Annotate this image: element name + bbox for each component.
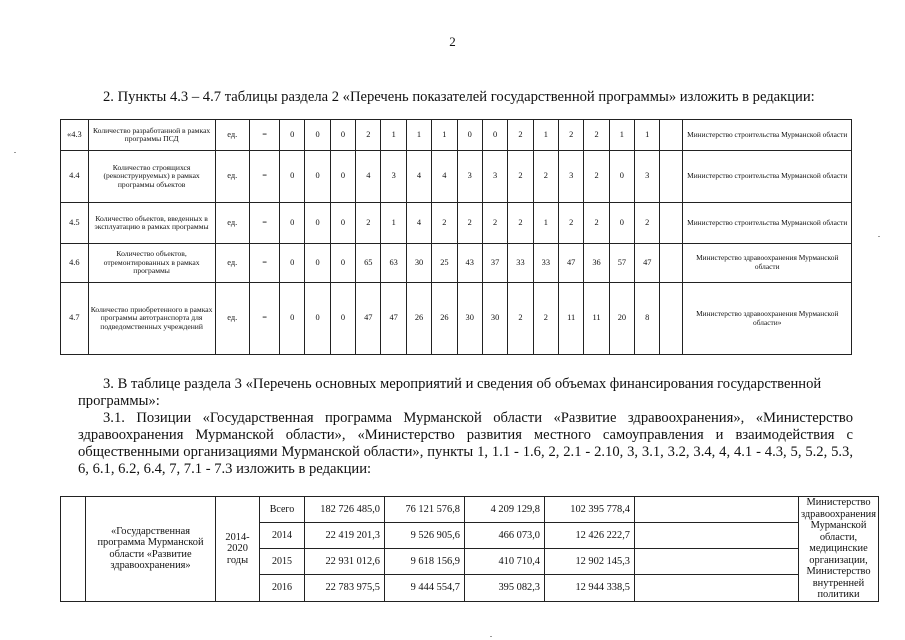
empty-cell — [635, 497, 799, 523]
financing-amount: 9 526 905,6 — [385, 523, 465, 549]
indicator-value: 2 — [635, 203, 660, 244]
responsible-ministry: Министерство здравоохранения Мурманской области» — [683, 283, 852, 355]
indicator-value: 2 — [356, 120, 381, 151]
indicator-name: Количество объектов, отремонтированных в рамках программы — [88, 244, 215, 283]
indicator-value: 0 — [305, 203, 330, 244]
indicator-value: 1 — [432, 120, 457, 151]
empty-cell — [660, 120, 683, 151]
indicator-name: Количество приобретенного в рамках программы автотранспорта для подведомственных учреждений — [88, 283, 215, 355]
empty-cell — [635, 575, 799, 601]
empty-cell — [635, 523, 799, 549]
indicator-value: 25 — [432, 244, 457, 283]
indicator-value: 47 — [356, 283, 381, 355]
indicator-value: 1 — [609, 120, 634, 151]
indicator-name: Количество объектов, введенных в эксплуатацию в рамках программы — [88, 203, 215, 244]
indicator-value: 2 — [533, 151, 558, 203]
indicator-value: 47 — [635, 244, 660, 283]
row-number: 4.5 — [61, 203, 89, 244]
financing-amount: 102 395 778,4 — [545, 497, 635, 523]
executor: Министерство здравоохранения Мурманской области, медицинские организации, Министерство внутренней политики — [799, 497, 879, 602]
financing-amount: 12 426 222,7 — [545, 523, 635, 549]
indicator-value: 2 — [482, 203, 507, 244]
paragraph-3 — [78, 376, 853, 410]
row-number: 4.4 — [61, 151, 89, 203]
indicator-value: 26 — [432, 283, 457, 355]
indicator-value: 4 — [356, 151, 381, 203]
indicator-value: 2 — [508, 203, 533, 244]
indicator-row — [61, 151, 852, 203]
indicator-value: 36 — [584, 244, 609, 283]
financing-amount: 9 618 156,9 — [385, 549, 465, 575]
indicator-value: 57 — [609, 244, 634, 283]
paragraph-2: 2. Пункты 4.3 – 4.7 таблицы раздела 2 «Перечень показателей государственной программы» изложить в редакции: — [103, 89, 815, 105]
financing-amount: 9 444 554,7 — [385, 575, 465, 601]
indicator-value: 0 — [330, 244, 355, 283]
responsible-ministry: Министерство строительства Мурманской области — [683, 151, 852, 203]
trend-sign: = — [250, 203, 280, 244]
financing-amount: 12 944 338,5 — [545, 575, 635, 601]
indicator-value: 3 — [457, 151, 482, 203]
indicator-value: 0 — [280, 283, 305, 355]
indicator-value: 30 — [482, 283, 507, 355]
indicator-value: 4 — [432, 151, 457, 203]
indicator-value: 2 — [584, 151, 609, 203]
financing-year: 2015 — [260, 549, 305, 575]
indicator-value: 3 — [635, 151, 660, 203]
indicator-row — [61, 120, 852, 151]
financing-amount: 182 726 485,0 — [305, 497, 385, 523]
indicators-table — [60, 119, 852, 355]
row-number: «4.3 — [61, 120, 89, 151]
trend-sign: = — [250, 283, 280, 355]
indicator-value: 1 — [533, 203, 558, 244]
financing-year: 2016 — [260, 575, 305, 601]
financing-amount: 12 902 145,3 — [545, 549, 635, 575]
unit: ед. — [215, 203, 250, 244]
scan-speck — [878, 236, 880, 237]
indicator-value: 1 — [533, 120, 558, 151]
indicator-value: 4 — [406, 151, 431, 203]
indicator-value: 2 — [584, 120, 609, 151]
indicator-value: 2 — [508, 151, 533, 203]
indicator-value: 2 — [457, 203, 482, 244]
unit: ед. — [215, 244, 250, 283]
indicator-value: 0 — [280, 244, 305, 283]
indicator-value: 2 — [559, 203, 584, 244]
paragraph-3-1-text: 3.1. Позиции «Государственная программа Мурманской области «Развитие здравоохранения», «Министерство здравоохранения Мурманской области», «Министерство развития местного самоуправления и взаимодействия с общественными организациями Мурманской области», пункты 1, 1.1 - 1.6, 2, 2.1 - 2.10, 3, 3.1, 3.2, 3.4, 4, 4.1 - 4.3, 5, 5.2, 5.3, 6, 6.1, 6.2, 6.4, 7, 7.1 - 7.3 изложить в редакции: — [78, 410, 853, 477]
financing-amount: 466 073,0 — [465, 523, 545, 549]
indicator-value: 1 — [381, 120, 406, 151]
indicator-value: 2 — [584, 203, 609, 244]
indicator-value: 47 — [559, 244, 584, 283]
responsible-ministry: Министерство строительства Мурманской области — [683, 203, 852, 244]
trend-sign: = — [250, 151, 280, 203]
indicator-value: 65 — [356, 244, 381, 283]
financing-amount: 410 710,4 — [465, 549, 545, 575]
indicator-value: 2 — [533, 283, 558, 355]
indicator-value: 0 — [305, 151, 330, 203]
financing-amount: 395 082,3 — [465, 575, 545, 601]
indicator-value: 20 — [609, 283, 634, 355]
indicator-row — [61, 244, 852, 283]
program-name: «Государственная программа Мурманской области «Развитие здравоохранения» — [86, 497, 216, 602]
indicator-value: 0 — [280, 120, 305, 151]
indicator-value: 47 — [381, 283, 406, 355]
row-number: 4.7 — [61, 283, 89, 355]
scan-speck — [490, 636, 492, 637]
program-period: 2014-2020 годы — [216, 497, 260, 602]
indicator-value: 2 — [508, 283, 533, 355]
indicator-value: 3 — [559, 151, 584, 203]
indicator-value: 0 — [280, 151, 305, 203]
paragraph-3-1 — [78, 410, 853, 478]
indicator-value: 3 — [381, 151, 406, 203]
indicator-value: 1 — [406, 120, 431, 151]
financing-year: Всего — [260, 497, 305, 523]
indicator-value: 43 — [457, 244, 482, 283]
indicator-value: 8 — [635, 283, 660, 355]
indicator-value: 4 — [406, 203, 431, 244]
trend-sign: = — [250, 120, 280, 151]
unit: ед. — [215, 120, 250, 151]
indicator-value: 0 — [482, 120, 507, 151]
unit: ед. — [215, 283, 250, 355]
empty-cell — [660, 244, 683, 283]
indicator-value: 0 — [330, 120, 355, 151]
scan-speck — [14, 152, 16, 153]
financing-year: 2014 — [260, 523, 305, 549]
indicator-value: 37 — [482, 244, 507, 283]
indicator-value: 0 — [305, 283, 330, 355]
indicator-value: 1 — [635, 120, 660, 151]
indicator-name: Количество строящихся (реконструируемых) в рамках программы объектов — [88, 151, 215, 203]
indicator-value: 0 — [280, 203, 305, 244]
indicator-value: 11 — [559, 283, 584, 355]
indicator-value: 0 — [609, 151, 634, 203]
financing-amount: 22 783 975,5 — [305, 575, 385, 601]
responsible-ministry: Министерство строительства Мурманской области — [683, 120, 852, 151]
indicator-value: 3 — [482, 151, 507, 203]
indicator-name: Количество разработанной в рамках программы ПСД — [88, 120, 215, 151]
indicator-value: 63 — [381, 244, 406, 283]
page-number: 2 — [449, 34, 456, 49]
financing-amount: 4 209 129,8 — [465, 497, 545, 523]
indicator-value: 30 — [457, 283, 482, 355]
unit: ед. — [215, 151, 250, 203]
empty-cell — [635, 549, 799, 575]
indicator-value: 2 — [508, 120, 533, 151]
paragraph-3-text: 3. В таблице раздела 3 «Перечень основных мероприятий и сведения об объемах финансирования государственной программы»: — [78, 376, 822, 409]
responsible-ministry: Министерство здравоохранения Мурманской области — [683, 244, 852, 283]
indicator-row — [61, 203, 852, 244]
indicator-value: 2 — [559, 120, 584, 151]
empty-cell — [660, 203, 683, 244]
row-number-cell — [61, 497, 86, 602]
indicator-value: 2 — [432, 203, 457, 244]
indicator-value: 33 — [533, 244, 558, 283]
indicator-value: 0 — [330, 283, 355, 355]
indicator-value: 11 — [584, 283, 609, 355]
financing-amount: 76 121 576,8 — [385, 497, 465, 523]
indicator-value: 0 — [305, 244, 330, 283]
trend-sign: = — [250, 244, 280, 283]
indicator-value: 2 — [356, 203, 381, 244]
indicator-value: 33 — [508, 244, 533, 283]
financing-row — [61, 497, 879, 523]
indicator-value: 1 — [381, 203, 406, 244]
indicator-row — [61, 283, 852, 355]
indicator-value: 26 — [406, 283, 431, 355]
financing-amount: 22 419 201,3 — [305, 523, 385, 549]
indicator-value: 30 — [406, 244, 431, 283]
indicator-value: 0 — [330, 151, 355, 203]
empty-cell — [660, 283, 683, 355]
financing-table — [60, 496, 879, 602]
empty-cell — [660, 151, 683, 203]
financing-amount: 22 931 012,6 — [305, 549, 385, 575]
row-number: 4.6 — [61, 244, 89, 283]
indicator-value: 0 — [457, 120, 482, 151]
indicator-value: 0 — [330, 203, 355, 244]
indicator-value: 0 — [305, 120, 330, 151]
indicator-value: 0 — [609, 203, 634, 244]
